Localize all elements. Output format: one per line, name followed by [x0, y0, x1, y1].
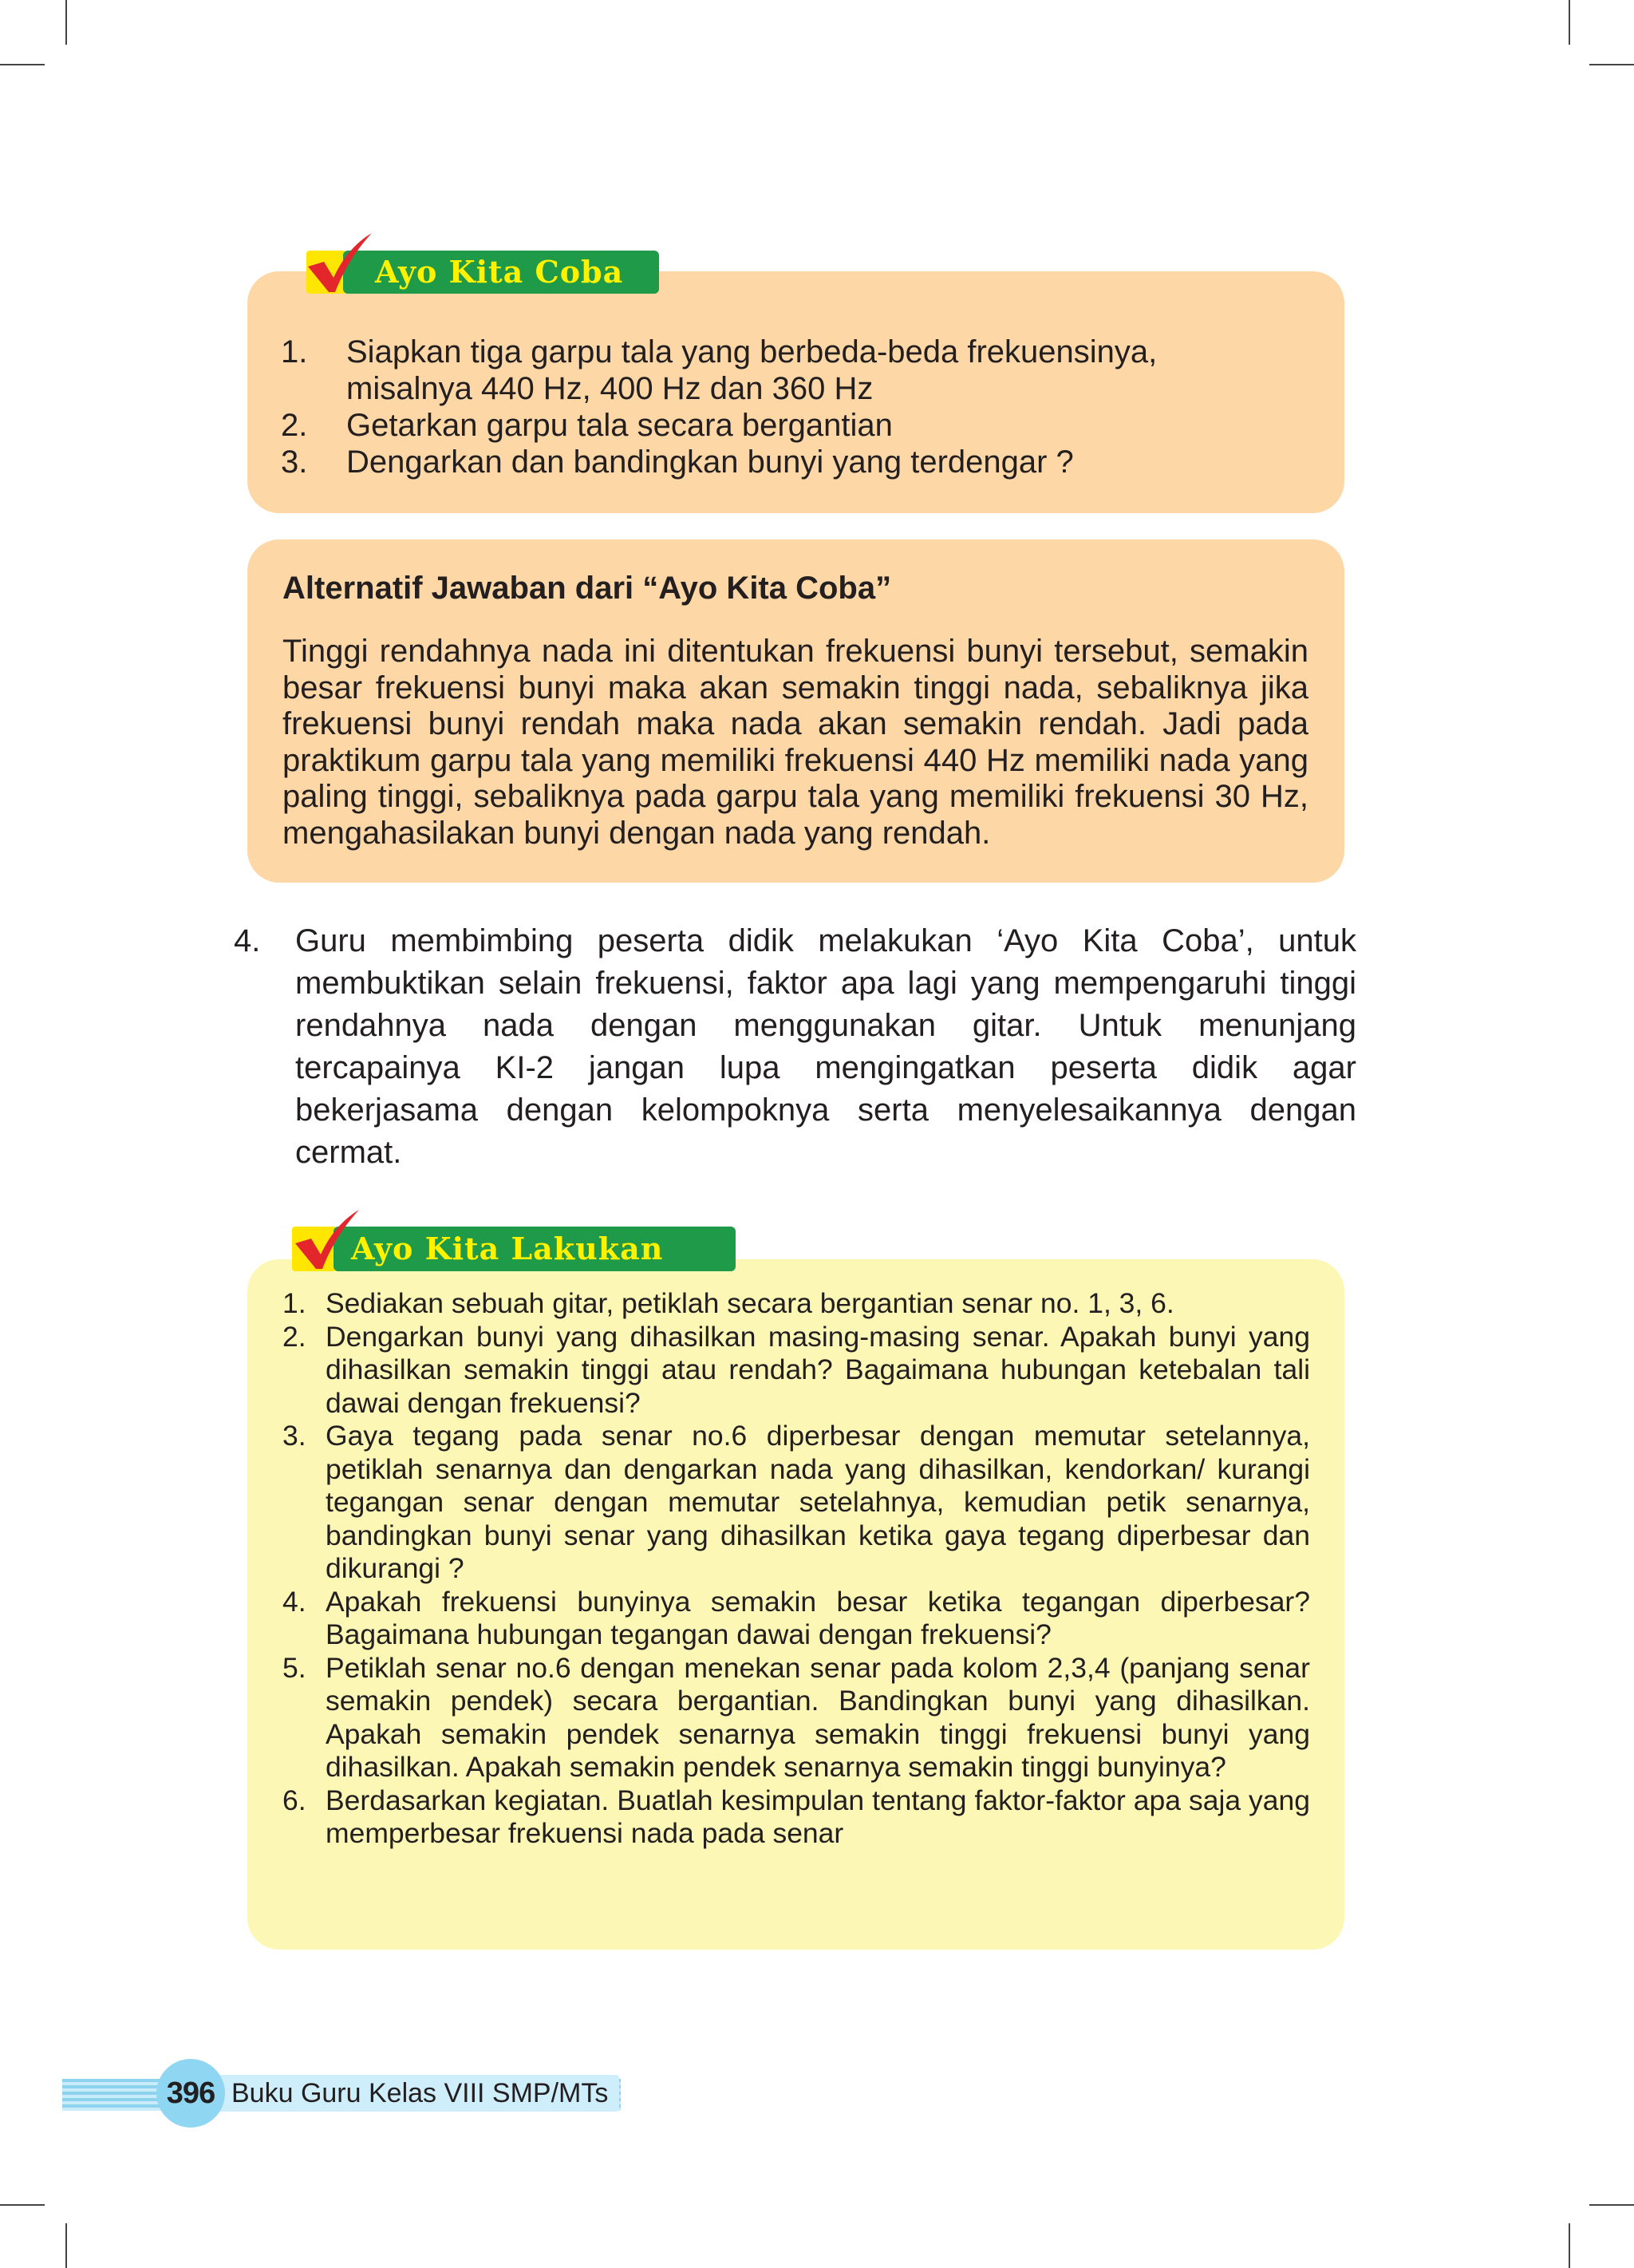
- book-title: Buku Guru Kelas VIII SMP/MTs: [231, 2078, 609, 2108]
- item-number: 4.: [282, 1585, 306, 1618]
- item-number: 1.: [281, 334, 308, 369]
- list-item: [281, 407, 1278, 444]
- list-item: [282, 1420, 1310, 1586]
- list-item: [282, 1652, 1310, 1784]
- list-item: [282, 1784, 1310, 1851]
- ayo-kita-lakukan-tag: [334, 1227, 736, 1271]
- crop-mark: [1589, 2204, 1634, 2206]
- ayo-kita-lakukan-tag-label: Ayo Kita Lakukan: [351, 1231, 664, 1266]
- crop-mark: [65, 2223, 67, 2268]
- item-text: Gaya tegang pada senar no.6 diperbesar dengan memutar setelannya, petiklah senarnya dan dengarkan nada yang dihasilkan, kendorkan/ kurangi tegangan senar dengan memutar setelahnya, kemudian petik senarnya, bandingkan bunyi senar yang dihasilkan ketika gaya tegang diperbesar dan dikurangi ?: [326, 1420, 1310, 1584]
- item-text: Siapkan tiga garpu tala yang berbeda-beda frekuensinya,: [346, 334, 1158, 369]
- item-text: Apakah frekuensi bunyinya semakin besar ketika tegangan diperbesar? Bagaimana hubungan tegangan dawai dengan frekuensi?: [326, 1585, 1310, 1650]
- list-item: [282, 1321, 1310, 1420]
- item-text: Getarkan garpu tala secara bergantian: [346, 408, 893, 443]
- item-4-number: 4.: [234, 923, 261, 958]
- crop-mark: [0, 64, 45, 65]
- checkmark-icon: [290, 1208, 362, 1272]
- list-item: [282, 1586, 1310, 1652]
- list-item: [281, 444, 1278, 480]
- ayo-kita-coba-tag: [343, 251, 659, 294]
- item-4-text: Guru membimbing peserta didik melakukan ‘Ayo Kita Coba’, untuk membuktikan selain frekuensi, faktor apa lagi yang mempengaruhi tinggi rendahnya nada dengan menggunakan gitar. Untuk menunjang tercapainya KI-2 jangan lupa mengingatkan peserta didik agar bekerjasama dengan kelompoknya serta menyelesaikannya dengan cermat.: [295, 923, 1356, 1170]
- ayo-kita-coba-tag-label: Ayo Kita Coba: [375, 254, 624, 290]
- item-number: 3.: [282, 1420, 306, 1452]
- item-number: 5.: [282, 1651, 306, 1684]
- list-item: [282, 1287, 1310, 1321]
- ayo-kita-lakukan-list: [282, 1287, 1310, 1851]
- alternatif-title: Alternatif Jawaban dari “Ayo Kita Coba”: [282, 571, 892, 606]
- item-text: Petiklah senar no.6 dengan menekan senar pada kolom 2,3,4 (panjang senar semakin pendek) secara bergantian. Bandingkan bunyi yang dihasilkan. Apakah semakin pendek senarnya semakin tinggi frekuensi bunyi yang dihasilkan. Apakah semakin pendek senarnya semakin tinggi bunyinya?: [326, 1651, 1310, 1783]
- item-text: misalnya 440 Hz, 400 Hz dan 360 Hz: [346, 371, 874, 406]
- crop-mark: [1569, 0, 1570, 45]
- crop-mark: [0, 2204, 45, 2206]
- item-text: Dengarkan dan bandingkan bunyi yang terdengar ?: [346, 445, 1074, 480]
- list-item: [281, 334, 1278, 407]
- alternatif-body: Tinggi rendahnya nada ini ditentukan frekuensi bunyi tersebut, semakin besar frekuensi bunyi maka akan semakin tinggi nada, sebaliknya jika frekuensi bunyi rendah maka nada akan semakin rendah. Jadi pada praktikum garpu tala yang memiliki frekuensi 440 Hz memiliki nada yang paling tinggi, sebaliknya pada garpu tala yang memiliki frekuensi 30 Hz, mengahasilakan bunyi dengan nada yang rendah.: [282, 634, 1308, 851]
- item-number: 1.: [282, 1287, 306, 1319]
- item-number: 2.: [281, 408, 308, 443]
- item-number: 6.: [282, 1784, 306, 1816]
- item-number: 3.: [281, 445, 308, 480]
- crop-mark: [1569, 2223, 1570, 2268]
- page-number: 396: [166, 2076, 215, 2110]
- item-text: Berdasarkan kegiatan. Buatlah kesimpulan tentang faktor-faktor apa saja yang memperbesar frekuensi nada pada senar: [326, 1784, 1310, 1849]
- ayo-kita-coba-list: [281, 334, 1278, 480]
- item-text: Sediakan sebuah gitar, petiklah secara bergantian senar no. 1, 3, 6.: [326, 1287, 1174, 1319]
- item-number: 2.: [282, 1320, 306, 1353]
- item-text: Dengarkan bunyi yang dihasilkan masing-masing senar. Apakah bunyi yang dihasilkan semakin tinggi atau rendah? Bagaimana hubungan ketebalan tali dawai dengan frekuensi?: [326, 1320, 1310, 1419]
- crop-mark: [1589, 64, 1634, 65]
- checkmark-icon: [303, 231, 375, 295]
- crop-mark: [65, 0, 67, 45]
